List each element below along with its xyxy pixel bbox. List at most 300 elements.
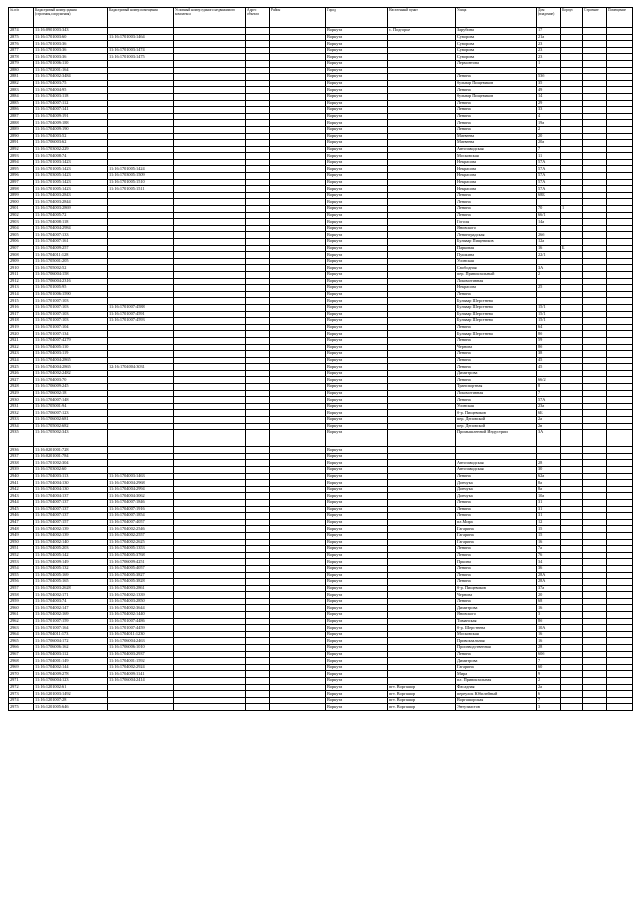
table-cell	[246, 60, 270, 67]
table-cell	[270, 93, 326, 100]
table-cell: 2921	[9, 337, 34, 344]
table-cell: Воркута	[326, 225, 388, 232]
table-cell: Ленина	[456, 565, 537, 572]
table-cell	[607, 651, 633, 658]
table-row	[9, 331, 633, 338]
table-cell	[108, 74, 174, 81]
table-cell	[270, 546, 326, 553]
table-cell	[583, 618, 607, 625]
table-cell	[583, 397, 607, 404]
table-cell: 11:16:1704002:171	[34, 592, 108, 599]
table-cell: 11:16:1704003:2844	[34, 199, 108, 206]
table-cell	[174, 199, 246, 206]
table-cell	[561, 318, 583, 325]
table-cell: Ленина	[456, 87, 537, 94]
table-cell: Димитрова	[456, 370, 537, 377]
table-cell: 2940	[9, 473, 34, 480]
table-row	[9, 370, 633, 377]
table-cell: 11:16:1704004:2865	[34, 357, 108, 364]
table-cell	[108, 140, 174, 147]
table-cell: Дончука	[456, 480, 537, 487]
table-cell: 11:16:1704002:2546	[108, 526, 174, 533]
property-register-table	[8, 7, 633, 711]
table-row	[9, 364, 633, 371]
table-cell	[607, 493, 633, 500]
table-cell	[270, 179, 326, 186]
table-cell: 11:16:1701003:36	[34, 54, 108, 61]
table-cell: 11:16:1704005:203	[34, 546, 108, 553]
table-cell: Воркута	[326, 159, 388, 166]
table-cell: Воркута	[326, 166, 388, 173]
table-cell	[270, 225, 326, 232]
table-cell: 2920	[9, 331, 34, 338]
table-cell: Воркута	[326, 684, 388, 691]
table-cell	[583, 460, 607, 467]
table-cell	[537, 447, 561, 454]
table-row	[9, 60, 633, 67]
table-cell	[388, 331, 456, 338]
table-cell: 2957	[9, 585, 34, 592]
table-cell: 11:16:1704003:118	[34, 93, 108, 100]
table-cell: Ленина	[456, 572, 537, 579]
table-cell	[537, 370, 561, 377]
table-cell	[174, 486, 246, 493]
table-cell: Ленина	[456, 199, 537, 206]
table-cell	[108, 93, 174, 100]
table-cell	[583, 159, 607, 166]
table-cell: 8б	[537, 618, 561, 625]
table-row	[9, 311, 633, 318]
table-row	[9, 423, 633, 430]
table-cell: Воркута	[326, 271, 388, 278]
table-row	[9, 93, 633, 100]
table-cell: 11:16:1703005:1509	[108, 173, 174, 180]
table-cell: Воркута	[326, 133, 388, 140]
table-cell	[270, 631, 326, 638]
table-row	[9, 54, 633, 61]
table-cell	[246, 460, 270, 467]
table-cell: 11:16:1704002:169	[34, 612, 108, 619]
table-cell	[246, 54, 270, 61]
table-cell: 11:16:1704005:165	[34, 579, 108, 586]
table-cell	[537, 67, 561, 74]
table-cell: 2939	[9, 467, 34, 474]
table-cell	[246, 645, 270, 652]
table-cell: Воркута	[326, 291, 388, 298]
table-cell: пл.Мира	[456, 519, 537, 526]
table-cell: 66/2	[537, 377, 561, 384]
table-cell: 21а	[537, 34, 561, 41]
table-cell: 11:16:1704009:1141	[108, 671, 174, 678]
table-cell: 2880	[9, 67, 34, 74]
table-cell	[174, 559, 246, 566]
table-cell: Воркута	[326, 331, 388, 338]
table-cell	[388, 513, 456, 520]
table-cell: 11:16:1704011:1230	[108, 631, 174, 638]
table-cell	[108, 100, 174, 107]
table-cell	[583, 173, 607, 180]
table-cell: 70	[537, 206, 561, 213]
table-cell: 11:16:1704009:278	[34, 671, 108, 678]
table-cell	[583, 278, 607, 285]
table-cell	[561, 684, 583, 691]
table-cell	[583, 133, 607, 140]
table-cell	[561, 364, 583, 371]
table-cell	[174, 140, 246, 147]
table-cell	[561, 638, 583, 645]
table-cell: 11:16:1704003:75	[34, 80, 108, 87]
table-cell	[174, 552, 246, 559]
table-row	[9, 107, 633, 114]
column-header: Строение	[583, 8, 607, 28]
table-cell: Воркута	[326, 671, 388, 678]
table-cell: 11:16:1704002:147	[34, 605, 108, 612]
table-cell: 2874	[9, 28, 34, 35]
table-cell: Ленинградская	[456, 232, 537, 239]
table-cell	[174, 232, 246, 239]
table-cell	[174, 344, 246, 351]
table-cell	[108, 80, 174, 87]
table-cell	[583, 318, 607, 325]
table-cell	[583, 232, 607, 239]
table-cell: 2	[537, 126, 561, 133]
table-cell	[270, 572, 326, 579]
table-cell	[561, 493, 583, 500]
table-row	[9, 252, 633, 259]
table-cell	[607, 113, 633, 120]
table-cell: 11:16:1701007:4588	[108, 304, 174, 311]
table-cell	[270, 579, 326, 586]
table-cell	[270, 232, 326, 239]
table-cell	[583, 206, 607, 213]
table-cell: Некрасова	[456, 179, 537, 186]
table-cell	[583, 192, 607, 199]
table-cell: Ленина	[456, 74, 537, 81]
table-cell: 11:16:1704004:130	[34, 480, 108, 487]
table-cell	[174, 384, 246, 391]
table-cell	[583, 331, 607, 338]
table-row	[9, 166, 633, 173]
table-row	[9, 133, 633, 140]
table-cell: Суворова	[456, 34, 537, 41]
table-cell: 15/1	[537, 304, 561, 311]
table-cell: 2955	[9, 572, 34, 579]
table-row	[9, 598, 633, 605]
table-cell	[583, 631, 607, 638]
table-cell	[607, 390, 633, 397]
table-cell	[607, 126, 633, 133]
table-cell: Гагарина	[456, 539, 537, 546]
table-cell: Ленина	[456, 100, 537, 107]
table-cell	[270, 658, 326, 665]
table-cell	[108, 453, 174, 460]
table-cell: 2958	[9, 592, 34, 599]
table-cell	[583, 678, 607, 685]
table-cell: пер. Привокзальный	[456, 271, 537, 278]
table-cell: 11:16:1704007:137	[34, 513, 108, 520]
table-cell: 60	[537, 664, 561, 671]
table-cell	[270, 377, 326, 384]
table-cell: Ленина	[456, 506, 537, 513]
table-cell	[561, 625, 583, 632]
table-cell	[246, 499, 270, 506]
table-cell	[561, 87, 583, 94]
table-cell	[108, 67, 174, 74]
table-cell	[246, 357, 270, 364]
table-cell	[537, 199, 561, 206]
table-cell	[388, 532, 456, 539]
table-cell: 2972	[9, 684, 34, 691]
table-cell	[270, 486, 326, 493]
table-cell: 2929	[9, 390, 34, 397]
table-cell	[561, 337, 583, 344]
table-row	[9, 651, 633, 658]
table-cell	[270, 526, 326, 533]
table-cell	[246, 526, 270, 533]
table-cell: Лермонтова	[456, 60, 537, 67]
table-cell: Ленина	[456, 120, 537, 127]
table-cell	[174, 265, 246, 272]
table-cell: 11:16:1703005:1423	[34, 173, 108, 180]
table-row	[9, 74, 633, 81]
table-row	[9, 271, 633, 278]
table-cell: 11:16:1704008:118	[34, 219, 108, 226]
table-cell	[388, 133, 456, 140]
table-cell	[607, 271, 633, 278]
table-cell	[246, 337, 270, 344]
table-cell	[270, 552, 326, 559]
table-cell: 57А	[537, 159, 561, 166]
table-row	[9, 559, 633, 566]
table-cell	[561, 592, 583, 599]
table-cell	[388, 258, 456, 265]
table-cell	[174, 671, 246, 678]
table-cell	[607, 625, 633, 632]
table-row	[9, 697, 633, 704]
table-row	[9, 232, 633, 239]
table-cell	[607, 473, 633, 480]
table-cell: 1	[561, 206, 583, 213]
table-cell: Пушкина	[456, 252, 537, 259]
table-cell	[561, 225, 583, 232]
table-cell: Воркута	[326, 625, 388, 632]
table-cell: 11:16:1704009:191	[34, 113, 108, 120]
table-cell: 2881	[9, 74, 34, 81]
table-cell	[174, 298, 246, 305]
table-row	[9, 658, 633, 665]
table-cell: 2909	[9, 258, 34, 265]
table-cell: Воркута	[326, 453, 388, 460]
table-cell: Воркута	[326, 397, 388, 404]
table-cell	[388, 47, 456, 54]
table-cell: 2970	[9, 671, 34, 678]
table-cell	[583, 344, 607, 351]
table-cell: 2878	[9, 54, 34, 61]
table-row	[9, 28, 633, 35]
table-cell	[607, 605, 633, 612]
table-cell	[583, 559, 607, 566]
table-cell	[174, 625, 246, 632]
table-cell	[108, 120, 174, 127]
table-cell	[607, 107, 633, 114]
table-cell: б-р. Пищевиков	[456, 585, 537, 592]
table-cell: пл. Привокзальная	[456, 678, 537, 685]
table-cell: 2966	[9, 645, 34, 652]
table-cell	[246, 377, 270, 384]
table-cell	[583, 265, 607, 272]
table-cell	[174, 153, 246, 160]
table-body	[9, 28, 633, 711]
table-row	[9, 467, 633, 474]
table-cell: Усинская	[456, 258, 537, 265]
table-row	[9, 565, 633, 572]
table-cell	[246, 565, 270, 572]
table-cell: Московская	[456, 153, 537, 160]
table-cell	[607, 331, 633, 338]
table-cell	[270, 285, 326, 292]
table-cell	[174, 390, 246, 397]
table-cell	[270, 519, 326, 526]
table-cell: Транспортная	[456, 384, 537, 391]
table-cell: Воркута	[326, 60, 388, 67]
table-cell	[388, 225, 456, 232]
table-cell	[388, 186, 456, 193]
table-row	[9, 225, 633, 232]
table-cell: 16	[537, 245, 561, 252]
table-cell	[174, 417, 246, 424]
table-cell	[108, 28, 174, 35]
table-cell	[174, 100, 246, 107]
header-row	[9, 8, 633, 28]
table-cell	[607, 80, 633, 87]
table-cell: Воркута	[326, 239, 388, 246]
table-cell: Воркута	[326, 206, 388, 213]
table-cell: 12а	[537, 239, 561, 246]
table-cell: Гоголя	[456, 219, 537, 226]
table-cell	[583, 34, 607, 41]
table-cell: 6Б	[537, 410, 561, 417]
table-cell: 2942	[9, 486, 34, 493]
table-cell	[246, 572, 270, 579]
table-cell	[388, 351, 456, 358]
table-cell	[174, 93, 246, 100]
table-cell: Воркута	[326, 645, 388, 652]
table-cell	[174, 645, 246, 652]
table-cell: Воркута	[326, 41, 388, 48]
table-cell	[174, 87, 246, 94]
table-cell	[174, 539, 246, 546]
table-cell	[607, 430, 633, 447]
table-cell: 11:16:1704003:2850	[108, 598, 174, 605]
table-cell: 11:16:1704003:74	[34, 598, 108, 605]
table-cell	[270, 598, 326, 605]
table-cell: 11:16:1706002:681	[34, 417, 108, 424]
table-cell	[607, 225, 633, 232]
table-cell: 11:16:1704002:2557	[108, 532, 174, 539]
table-cell: 11:16:1704005:72	[34, 212, 108, 219]
table-cell	[561, 60, 583, 67]
table-cell	[583, 219, 607, 226]
table-cell: пгт. Воргашор	[388, 704, 456, 711]
table-cell	[388, 598, 456, 605]
table-cell: Воркута	[326, 278, 388, 285]
table-cell	[583, 384, 607, 391]
table-cell	[388, 377, 456, 384]
table-cell: 2903	[9, 219, 34, 226]
table-cell: Усинская	[456, 403, 537, 410]
table-cell	[388, 153, 456, 160]
table-cell: 2935	[9, 430, 34, 447]
table-cell: 2915	[9, 298, 34, 305]
table-cell	[583, 526, 607, 533]
table-cell	[174, 239, 246, 246]
table-cell	[388, 403, 456, 410]
table-cell	[388, 344, 456, 351]
table-cell: Пркина	[456, 559, 537, 566]
table-cell: Воркута	[326, 480, 388, 487]
table-cell: 2	[537, 678, 561, 685]
table-header	[9, 8, 633, 28]
table-row	[9, 304, 633, 311]
table-cell	[270, 618, 326, 625]
table-cell: 57А	[537, 397, 561, 404]
table-cell	[270, 664, 326, 671]
table-cell	[270, 159, 326, 166]
table-cell: 11:16:1704002:139	[34, 526, 108, 533]
table-cell	[174, 133, 246, 140]
table-cell	[561, 173, 583, 180]
table-cell: Бульвар Шерстнева	[456, 304, 537, 311]
table-cell: Воркута	[326, 417, 388, 424]
table-row	[9, 526, 633, 533]
table-cell	[583, 186, 607, 193]
table-cell	[246, 403, 270, 410]
table-cell	[174, 28, 246, 35]
table-cell	[174, 499, 246, 506]
table-cell	[561, 298, 583, 305]
table-cell: 2969	[9, 664, 34, 671]
table-cell	[270, 506, 326, 513]
table-cell	[607, 585, 633, 592]
table-cell	[174, 370, 246, 377]
table-cell	[270, 80, 326, 87]
table-cell: Воркута	[326, 559, 388, 566]
table-cell: Некрасова	[456, 159, 537, 166]
table-cell	[561, 403, 583, 410]
table-cell	[174, 704, 246, 711]
table-cell: 33	[537, 107, 561, 114]
table-cell: 2973	[9, 691, 34, 698]
table-cell: Воркута	[326, 285, 388, 292]
table-row	[9, 357, 633, 364]
table-cell	[388, 311, 456, 318]
table-cell: Воркута	[326, 403, 388, 410]
table-cell	[174, 697, 246, 704]
table-cell	[270, 704, 326, 711]
table-cell: 11:16:1704007:133	[34, 232, 108, 239]
table-cell	[174, 364, 246, 371]
table-cell: 3А	[537, 430, 561, 447]
table-cell	[607, 252, 633, 259]
table-cell	[388, 74, 456, 81]
table-cell	[388, 417, 456, 424]
table-cell	[174, 658, 246, 665]
table-cell	[583, 532, 607, 539]
table-cell	[583, 423, 607, 430]
table-cell	[270, 67, 326, 74]
table-cell: 2933	[9, 417, 34, 424]
table-cell: 7	[537, 146, 561, 153]
